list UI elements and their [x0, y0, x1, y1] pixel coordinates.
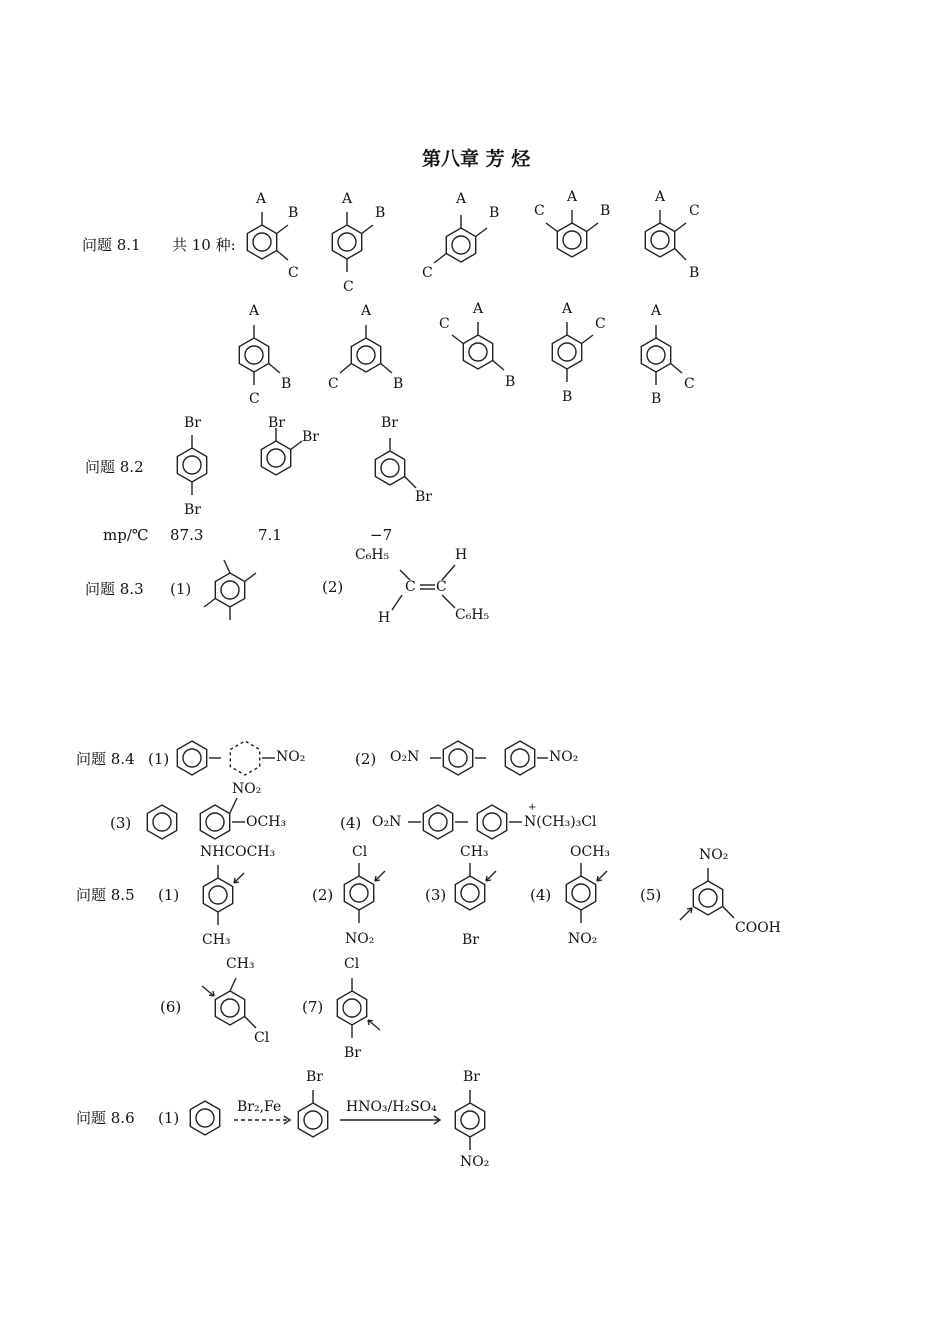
substituent-a: A	[249, 303, 260, 319]
substituent-a: A	[342, 191, 353, 207]
substituent-c: C	[249, 391, 260, 407]
question-8-3-label: 问题 8.3	[85, 580, 144, 598]
bromo-label: Br	[184, 502, 201, 518]
nitro-label: NO₂	[460, 1154, 490, 1170]
substituent-c: C	[422, 265, 433, 281]
substituent-a: A	[473, 301, 484, 317]
acetamido-label: NHCOCH₃	[200, 844, 276, 860]
part-2: (2)	[355, 750, 377, 768]
bromo-label: Br	[415, 489, 432, 505]
part-1: (1)	[158, 1109, 180, 1127]
part-5: (5)	[640, 886, 662, 904]
carboxyl-label: COOH	[735, 920, 781, 936]
substituent-a: A	[361, 303, 372, 319]
methyl-label: CH₃	[226, 956, 255, 972]
melting-point-para: 87.3	[170, 526, 204, 544]
part-7: (7)	[302, 998, 324, 1016]
substituent-b: B	[689, 265, 700, 281]
carbon-label: C	[436, 579, 447, 595]
substituent-b: B	[393, 376, 404, 392]
part-1: (1)	[170, 580, 192, 598]
phenyl-label: C₆H₅	[455, 607, 490, 623]
part-1: (1)	[148, 750, 170, 768]
bromo-label: Br	[268, 415, 285, 431]
substituent-b: B	[600, 203, 611, 219]
question-8-5-label: 问题 8.5	[76, 886, 135, 904]
question-8-1-label: 问题 8.1	[82, 236, 141, 254]
substituent-b: B	[505, 374, 516, 390]
nitro-label: O₂N	[390, 749, 420, 765]
nitro-label: NO₂	[276, 749, 306, 765]
part-4: (4)	[340, 814, 362, 832]
melting-point-ortho: 7.1	[258, 526, 282, 544]
substituent-a: A	[456, 191, 467, 207]
reagent-label: HNO₃/H₂SO₄	[346, 1099, 437, 1115]
nitro-label: NO₂	[549, 749, 579, 765]
question-8-2-label: 问题 8.2	[85, 458, 144, 476]
melting-point-label: mp/℃	[103, 526, 149, 544]
substituent-a: A	[562, 301, 573, 317]
substituent-a: A	[651, 303, 662, 319]
methoxy-label: OCH₃	[246, 814, 287, 830]
hydrogen-label: H	[378, 610, 391, 626]
isomer-count: 共 10 种:	[172, 236, 236, 254]
nitro-label: O₂N	[372, 814, 402, 830]
substituent-a: A	[256, 191, 267, 207]
question-8-4-label: 问题 8.4	[76, 750, 135, 768]
reaction-arrow	[234, 1116, 290, 1124]
carbon-label: C	[405, 579, 416, 595]
substituent-c: C	[534, 203, 545, 219]
part-2: (2)	[312, 886, 334, 904]
substituent-c: C	[439, 316, 450, 332]
chloro-label: Cl	[344, 956, 360, 972]
nitro-label: NO₂	[568, 931, 598, 947]
bromo-label: Br	[381, 415, 398, 431]
substituent-b: B	[281, 376, 292, 392]
melting-point-meta: −7	[370, 526, 393, 544]
trimethylammonium-label: N(CH₃)₃Cl	[524, 814, 597, 830]
chloro-label: Cl	[254, 1030, 270, 1046]
nitro-label: NO₂	[232, 781, 262, 797]
bromo-label: Br	[344, 1045, 361, 1061]
reaction-arrow	[340, 1116, 440, 1124]
nitro-label: NO₂	[699, 847, 729, 863]
substituent-c: C	[343, 279, 354, 295]
methyl-label: CH₃	[202, 932, 231, 948]
substituent-c: C	[595, 316, 606, 332]
bromo-label: Br	[463, 1069, 480, 1085]
question-8-6-label: 问题 8.6	[76, 1109, 135, 1127]
part-4: (4)	[530, 886, 552, 904]
substituent-b: B	[288, 205, 299, 221]
part-3: (3)	[110, 814, 132, 832]
substituent-a: A	[567, 189, 578, 205]
positive-charge: +	[528, 802, 537, 813]
chloro-label: Cl	[352, 844, 368, 860]
substituent-b: B	[562, 389, 573, 405]
reagent-label: Br₂,Fe	[237, 1099, 282, 1115]
part-1: (1)	[158, 886, 180, 904]
substituent-c: C	[684, 376, 695, 392]
bromo-label: Br	[302, 429, 319, 445]
nitro-label: NO₂	[345, 931, 375, 947]
hydrogen-label: H	[455, 547, 468, 563]
bromo-label: Br	[462, 932, 479, 948]
substituent-c: C	[689, 203, 700, 219]
part-6: (6)	[160, 998, 182, 1016]
part-3: (3)	[425, 886, 447, 904]
methyl-label: CH₃	[460, 844, 489, 860]
bromo-label: Br	[184, 415, 201, 431]
methoxy-label: OCH₃	[570, 844, 611, 860]
substituent-c: C	[288, 265, 299, 281]
part-2: (2)	[322, 578, 344, 596]
substituent-b: B	[651, 391, 662, 407]
substituent-c: C	[328, 376, 339, 392]
bromo-label: Br	[306, 1069, 323, 1085]
substituent-b: B	[375, 205, 386, 221]
phenyl-label: C₆H₅	[355, 547, 390, 563]
page-title: 第八章 芳 烃	[422, 148, 531, 170]
substituent-b: B	[489, 205, 500, 221]
substituent-a: A	[655, 189, 666, 205]
